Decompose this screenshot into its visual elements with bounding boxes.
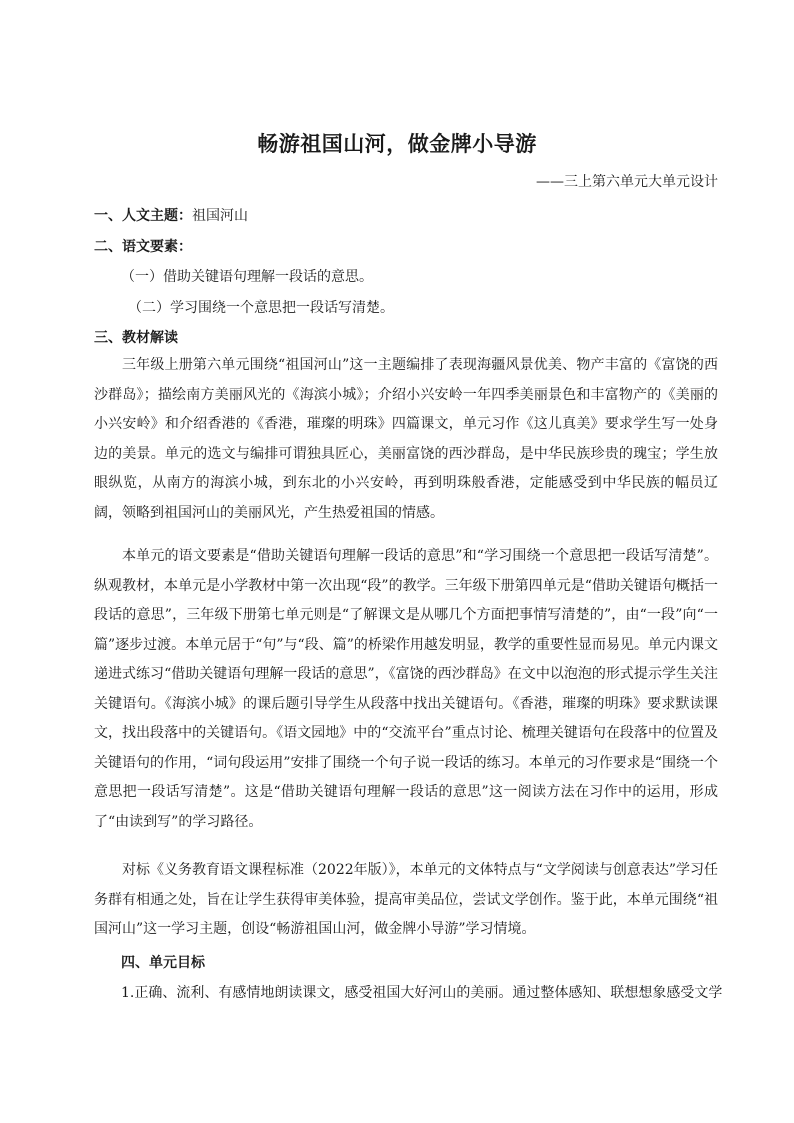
language-element-item-2: （二）学习围绕一个意思把一段话写清楚。 (128, 300, 394, 316)
analysis-paragraph-3: 对标《义务教育语文课程标准（2022年版）》，本单元的文体特点与“文学阅读与创意表达”学习任务群有相通之处，旨在让学生获得审美体验，提高审美品位，尝试文学创作。鉴于此，本单元围绕“祖国河山”这一学习主题，创设“畅游祖国山河，做金牌小导游”学习情境。 (94, 862, 718, 937)
section-unit-goals-heading: 四、单元目标 (121, 955, 205, 971)
document-subtitle: ——三上第六单元大单元设计 (536, 174, 718, 190)
document-title: 畅游祖国山河，做金牌小导游 (257, 131, 537, 156)
section-humanities-theme-value: 祖国河山 (192, 208, 248, 224)
section-humanities-theme-label: 一、人文主题： (94, 208, 192, 224)
analysis-paragraph-1: 三年级上册第六单元围绕“祖国河山”这一主题编排了表现海疆风景优美、物产丰富的《富饶的西沙群岛》；描绘南方美丽风光的《海滨小城》；介绍小兴安岭一年四季美丽景色和丰富物产的《美丽的小兴安岭》和介绍香港的《香港，璀璨的明珠》四篇课文，单元习作《这儿真美》要求学生写一处身边的美景。单元的选文与编排可谓独具匠心，美丽富饶的西沙群岛，是中华民族珍贵的瑰宝；学生放眼纵览，从南方的海滨小城，到东北的小兴安岭，再到明珠般香港，定能感受到中华民族的幅员辽阔，领略到祖国河山的美丽风光，产生热爱祖国的情感。 (94, 357, 718, 521)
section-humanities-theme (94, 205, 248, 225)
section-textbook-analysis-heading: 三、教材解读 (94, 330, 178, 346)
unit-goal-1: 1.正确、流利、有感情地朗读课文，感受祖国大好河山的美丽。通过整体感知、联想想象感受文学 (121, 985, 723, 1001)
section-language-elements-heading: 二、语文要素： (94, 239, 192, 255)
language-element-item-1: （一）借助关键语句理解一段话的意思。 (121, 269, 373, 285)
analysis-paragraph-2: 本单元的语文要素是“借助关键语句理解一段话的意思”和“学习围绕一个意思把一段话写清楚”。纵观教材，本单元是小学教材中第一次出现“段”的教学。三年级下册第四单元是“借助关键语句概括一段话的意思”，三年级下册第七单元则是“了解课文是从哪几个方面把事情写清楚的”，由“一段”向“一篇”逐步过渡。本单元居于“句”与“段、篇”的桥梁作用越发明显，教学的重要性显而易见。单元内课文递进式练习“借助关键语句理解一段话的意思”，《富饶的西沙群岛》在文中以泡泡的形式提示学生关注关键语句。《海滨小城》的课后题引导学生从段落中找出关键语句。《香港，璀璨的明珠》要求默读课文，找出段落中的关键语句。《语文园地》中的“交流平台”重点讨论、梳理关键语句在段落中的位置及关键语句的作用，“词句段运用”安排了围绕一个句子说一段话的练习。本单元的习作要求是“围绕一个意思把一段话写清楚”。这是“借助关键语句理解一段话的意思”这一阅读方法在习作中的运用，形成了“由读到写”的学习路径。 (94, 548, 718, 830)
